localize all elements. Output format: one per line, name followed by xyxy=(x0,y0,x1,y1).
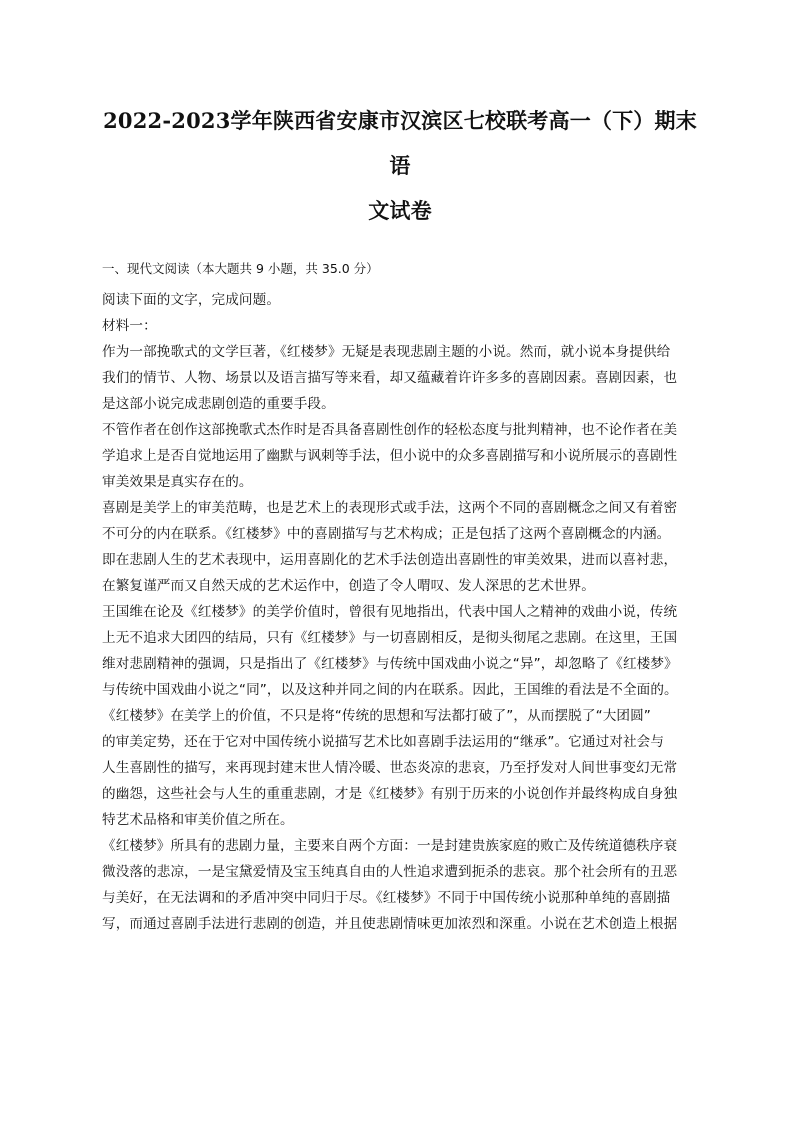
paragraph-line: 喜剧是美学上的审美范畴，也是艺术上的表现形式或手法，这两个不同的喜剧概念之间又有着密 xyxy=(102,500,678,516)
paragraph-line: 与美好，在无法调和的矛盾冲突中同归于尽。《红楼梦》不同于中国传统小说那种单纯的喜剧描 xyxy=(102,890,671,906)
paragraph-line: 《红楼梦》所具有的悲剧力量，主要来自两个方面：一是封建贵族家庭的败亡及传统道德秩序衰 xyxy=(102,838,678,854)
instruction-line: 阅读下面的文字，完成问题。 xyxy=(102,292,281,308)
paragraph-3 xyxy=(102,495,698,599)
paragraph-line: 学追求上是否自觉地运用了幽默与讽刺等手法，但小说中的众多喜剧描写和小说所展示的喜剧性 xyxy=(102,448,678,464)
paragraph-line: 特艺术品格和审美价值之所在。 xyxy=(102,812,294,828)
paragraph-line: 上无不追求大团四的结局，只有《红楼梦》与一切喜剧相反，是彻头彻尾之悲剧。在这里，王国 xyxy=(102,630,678,646)
paragraph-line: 在繁复谨严而又自然天成的艺术运作中，创造了令人喟叹、发人深思的艺术世界。 xyxy=(102,578,595,594)
paragraph-line: 写，而通过喜剧手法进行悲剧的创造，并且使悲剧情味更加浓烈和深重。小说在艺术创造上根据 xyxy=(102,916,678,932)
paragraph-line: 不可分的内在联系。《红楼梦》中的喜剧描写与艺术构成；正是包括了这两个喜剧概念的内涵。 xyxy=(102,526,671,542)
paragraph-line: 人生喜剧性的描写，来再现封建末世人情冷暖、世态炎凉的悲哀，乃至抒发对人间世事变幻无常 xyxy=(102,760,678,776)
material-label xyxy=(102,313,698,339)
paragraph-line: 作为一部挽歌式的文学巨著，《红楼梦》无疑是表现悲剧主题的小说。然而，就小说本身提供给 xyxy=(102,344,671,360)
paragraph-line: 的审美定势，还在于它对中国传统小说描写艺术比如喜剧手法运用的“继承”。它通过对社会与 xyxy=(102,734,665,750)
instruction-text xyxy=(102,287,698,313)
paragraph-2 xyxy=(102,417,698,495)
material-label-line: 材料一： xyxy=(102,318,157,334)
paragraph-line: 是这部小说完成悲剧创造的重要手段。 xyxy=(102,396,335,412)
paragraph-5 xyxy=(102,833,698,937)
paragraph-line: 的幽怨，这些社会与人生的重重悲剧，才是《红楼梦》有别于历来的小说创作并最终构成自身独 xyxy=(102,786,678,802)
paragraph-line: 维对悲剧精神的强调，只是指出了《红楼梦》与传统中国戏曲小说之“异”，却忽略了《红楼梦》 xyxy=(102,656,678,672)
paragraph-line: 即在悲剧人生的艺术表现中，运用喜剧化的艺术手法创造出喜剧性的审美效果，进而以喜衬悲， xyxy=(102,552,678,568)
title-line-1: 2022-2023学年陕西省安康市汉滨区七校联考高一（下）期末语 xyxy=(103,108,697,178)
paragraph-4 xyxy=(102,599,698,833)
paragraph-line: 王国维在论及《红楼梦》的美学价值时，曾很有见地指出，代表中国人之精神的戏曲小说，传统 xyxy=(102,604,678,620)
title-line-2: 文试卷 xyxy=(368,198,432,223)
document-title xyxy=(102,98,698,233)
paragraph-line: 《红楼梦》在美学上的价值，不只是将“传统的思想和写法都打破了”，从而摆脱了“大团圆” xyxy=(102,708,651,724)
paragraph-line: 不管作者在创作这部挽歌式杰作时是否具备喜剧性创作的轻松态度与批判精神，也不论作者在美 xyxy=(102,422,678,438)
paragraph-1 xyxy=(102,339,698,417)
paragraph-line: 与传统中国戏曲小说之“同”，以及这种并同之间的内在联系。因此，王国维的看法是不全面的。 xyxy=(102,682,678,698)
paragraph-line: 审美效果是真实存在的。 xyxy=(102,474,253,490)
section-header: 一、现代文阅读（本大题共 9 小题，共 35.0 分） xyxy=(102,261,379,276)
paragraph-line: 我们的情节、人物、场景以及语言描写等来看，却又蕴藏着许许多多的喜剧因素。喜剧因素，也 xyxy=(102,370,678,386)
paragraph-line: 微没落的悲凉，一是宝黛爱情及宝玉纯真自由的人性追求遭到扼杀的悲哀。那个社会所有的丑恶 xyxy=(102,864,678,880)
